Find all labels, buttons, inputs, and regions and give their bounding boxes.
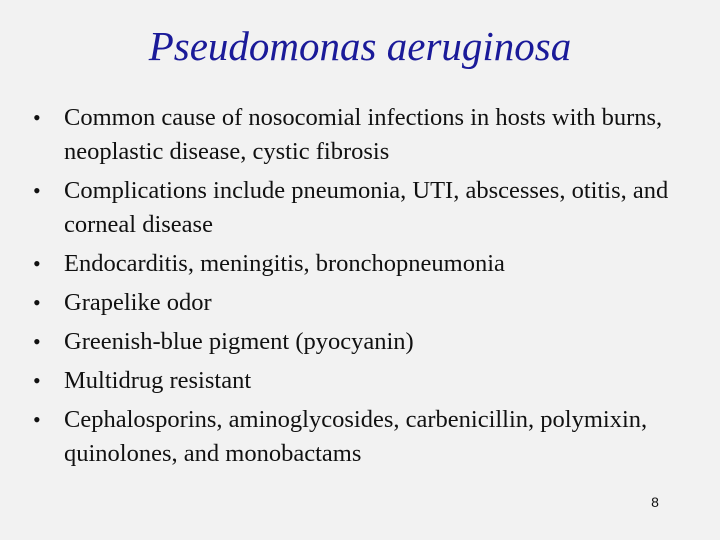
page-number: 8 (651, 494, 659, 510)
slide-title: Pseudomonas aeruginosa (148, 23, 572, 69)
bullet-marker: • (33, 105, 41, 130)
bullet-list (0, 101, 720, 476)
bullet-item (0, 403, 720, 471)
bullet-item (0, 364, 720, 398)
bullet-item (0, 101, 720, 169)
bullet-marker: • (33, 178, 41, 203)
bullet-text: Greenish-blue pigment (pyocyanin) (64, 328, 414, 355)
bullet-marker: • (33, 251, 41, 276)
bullet-text: Complications include pneumonia, UTI, abscesses, otitis, and corneal disease (64, 177, 669, 238)
bullet-marker: • (33, 368, 41, 393)
bullet-item (0, 286, 720, 320)
bullet-text: Common cause of nosocomial infections in hosts with burns, neoplastic disease, cystic fibrosis (64, 104, 663, 165)
bullet-marker: • (33, 290, 41, 315)
bullet-text: Endocarditis, meningitis, bronchopneumonia (64, 250, 505, 277)
bullet-text: Grapelike odor (64, 289, 212, 316)
bullet-text: Multidrug resistant (64, 367, 252, 394)
bullet-marker: • (33, 329, 41, 354)
bullet-text: Cephalosporins, aminoglycosides, carbenicillin, polymixin, quinolones, and monobactams (64, 406, 648, 467)
bullet-item (0, 247, 720, 281)
bullet-item (0, 325, 720, 359)
bullet-marker: • (33, 407, 41, 432)
bullet-item (0, 174, 720, 242)
